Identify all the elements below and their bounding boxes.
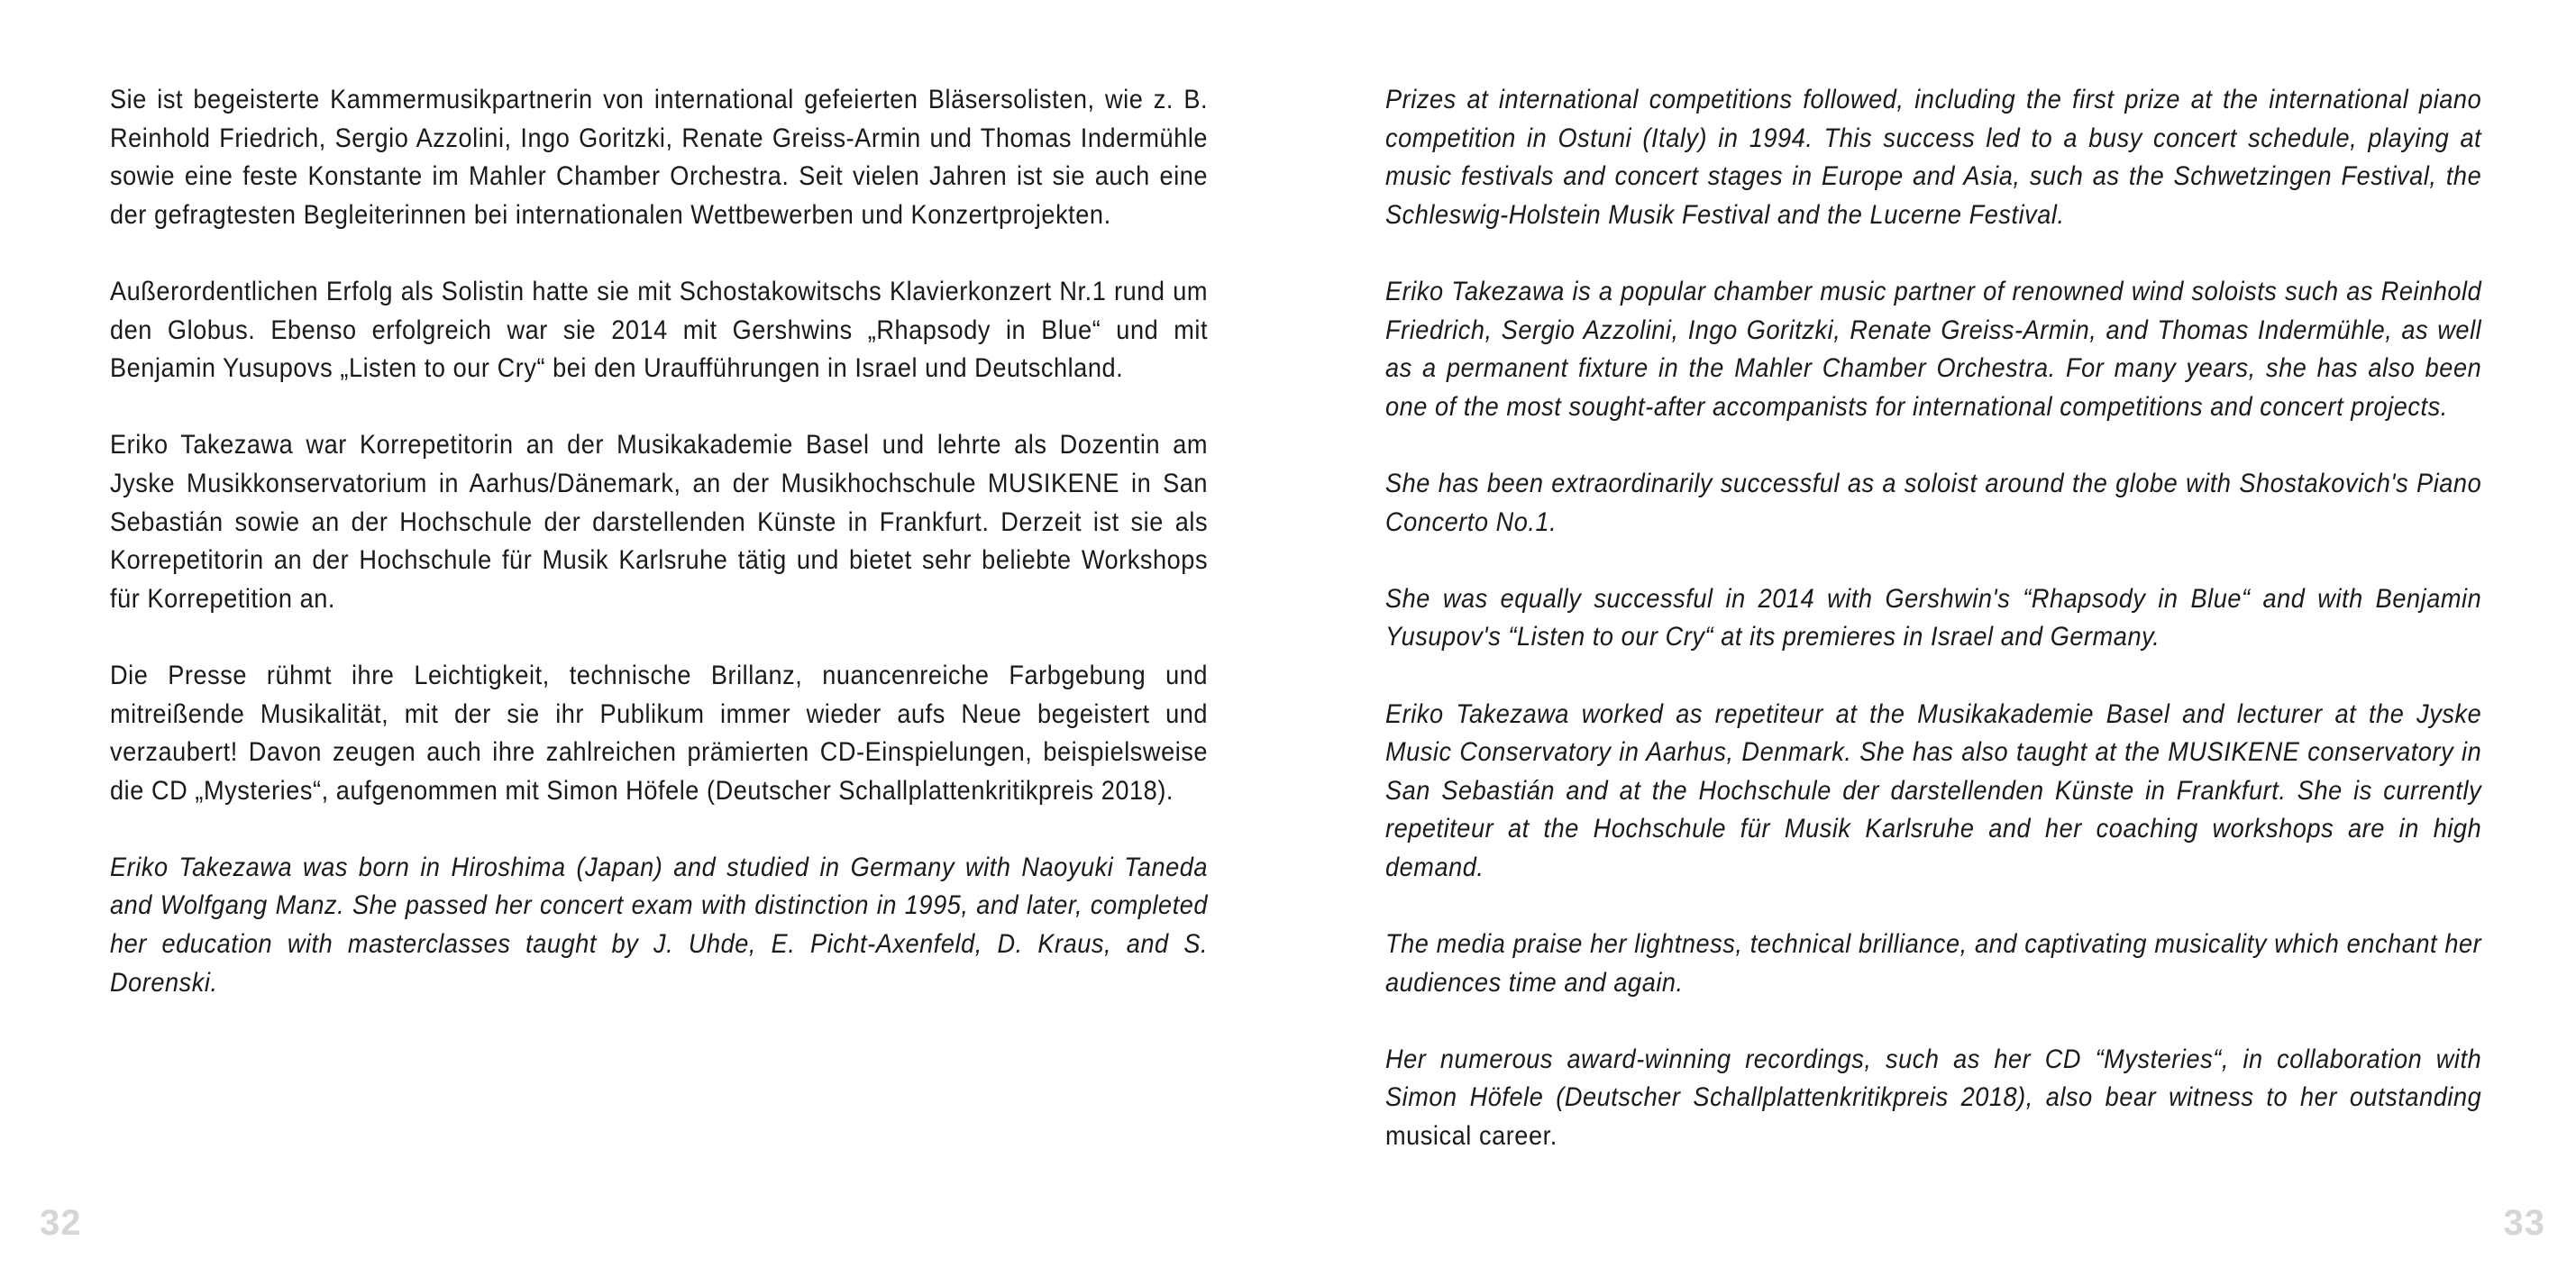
english-paragraph-1: Eriko Takezawa was born in Hiroshima (Japan) and studied in Germany with Naoyuki Taneda and Wolfgang Manz. She passed her concert exam with distinction in 1995, and later, completed her education with masterclasses taught by J. Uhde, E. Picht-Axenfeld, D. Kraus, and S. Dorenski. (110, 852, 1209, 998)
english-paragraph-7: The media praise her lightness, technical brilliance, and captivating musicality which enchant her audiences time and again. (1385, 929, 2482, 998)
right-text-column (1385, 81, 2481, 1194)
english-paragraph-3: Eriko Takezawa is a popular chamber music partner of renowned wind soloists such as Reinhold Friedrich, Sergio Azzolini, Ingo Goritzki, Renate Greiss-Armin, and Thomas Indermühle, as well as a permanent fixture in the Mahler Chamber Orchestra. For many years, she has also been one of the most sought-after accompanists for international competitions and concert projects. (1385, 276, 2482, 422)
german-paragraph-4: Die Presse rühmt ihre Leichtigkeit, technische Brillanz, nuancenreiche Farbgebung und mitreißende Musikalität, mit der sie ihr Publikum immer wieder aufs Neue begeistert und verzaubert! Davon zeugen auch ihre zahlreichen prämierten CD-Einspielungen, beispielsweise die CD „Mysteries“, aufgenommen mit Simon Höfele (Deutscher Schallplattenkritikpreis 2018). (110, 660, 1209, 806)
page-number-left: 32 (40, 1203, 82, 1243)
english-paragraph-6: Eriko Takezawa worked as repetiteur at the Musikakademie Basel and lecturer at the Jyske Music Conservatory in Aarhus, Denmark. She has also taught at the MUSIKENE conservatory in San Sebastián and at the Hochschule der darstellenden Künste in Frankfurt. She is currently repetiteur at the Hochschule für Musik Karlsruhe and her coaching workshops are in high demand. (1385, 698, 2482, 882)
german-paragraph-3: Eriko Takezawa war Korrepetitorin an der Musikakademie Basel und lehrte als Dozentin am Jyske Musikkonservatorium in Aarhus/Dänemark, an der Musikhochschule MUSIKENE in San Sebastián sowie an der Hochschule der darstellenden Künste in Frankfurt. Derzeit ist sie als Korrepetitorin an der Hochschule für Musik Karlsruhe tätig und bietet sehr beliebte Workshops für Korrepetition an. (110, 430, 1209, 614)
english-paragraph-8 (1385, 1041, 2481, 1156)
left-text-column (110, 81, 1208, 1041)
english-paragraph-8-ending: musical career. (1385, 1121, 1557, 1152)
english-paragraph-5: She was equally successful in 2014 with Gershwin's “Rhapsody in Blue“ and with Benjamin Yusupov's “Listen to our Cry“ at its premieres in Israel and Germany. (1385, 583, 2482, 652)
page-number-right: 33 (2503, 1203, 2545, 1243)
english-paragraph-8-text: Her numerous award-winning recordings, such as her CD “Mysteries“, in collaboration with Simon Höfele (Deutscher Schallplattenkritikpreis 2018), also bear witness to her outstanding (1385, 1044, 2482, 1113)
german-paragraph-2: Außerordentlichen Erfolg als Solistin hatte sie mit Schostakowitschs Klavierkonzert Nr.1 rund um den Globus. Ebenso erfolgreich war sie 2014 mit Gershwins „Rhapsody in Blue“ und mit Benjamin Yusupovs „Listen to our Cry“ bei den Uraufführungen in Israel und Deutschland. (110, 276, 1209, 384)
german-paragraph-1: Sie ist begeisterte Kammermusikpartnerin von international gefeierten Bläsersolisten, wie z. B. Reinhold Friedrich, Sergio Azzolini, Ingo Goritzki, Renate Greiss-Armin und Thomas Indermühle sowie eine feste Konstante im Mahler Chamber Orchestra. Seit vielen Jahren ist sie auch eine der gefragtesten Begleiterinnen bei internationalen Wettbewerben und Konzertprojekten. (110, 85, 1209, 230)
right-page (1288, 0, 2576, 1277)
english-paragraph-4: She has been extraordinarily successful as a soloist around the globe with Shostakovich's Piano Concerto No.1. (1385, 468, 2482, 537)
english-paragraph-2: Prizes at international competitions followed, including the first prize at the international piano competition in Ostuni (Italy) in 1994. This success led to a busy concert schedule, playing at music festivals and concert stages in Europe and Asia, such as the Schwetzingen Festival, the Schleswig-Holstein Musik Festival and the Lucerne Festival. (1385, 85, 2482, 230)
